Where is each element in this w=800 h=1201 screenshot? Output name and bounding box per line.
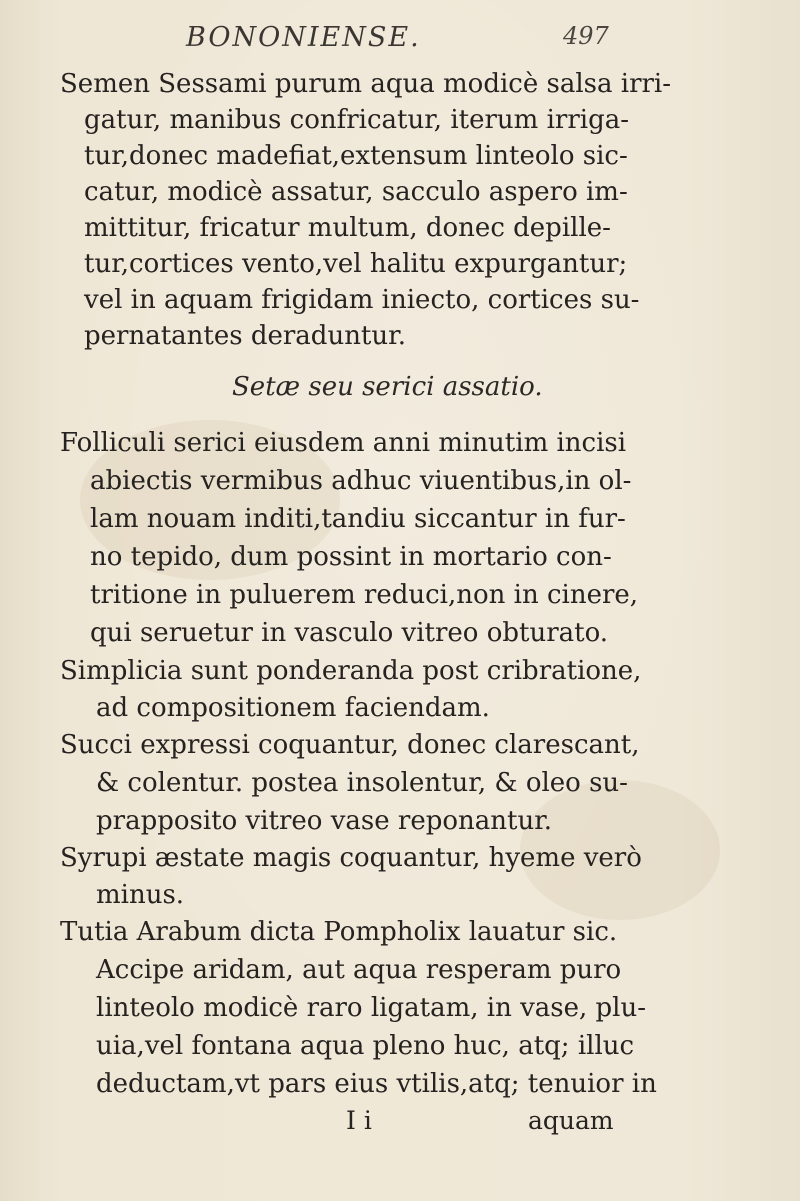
signature-mark: I i — [346, 1106, 372, 1135]
text-line: lam nouam inditi,tandiu siccantur in fur- — [90, 504, 626, 534]
text-line: Semen Sessami purum aqua modicè salsa irri- — [60, 69, 672, 99]
text-line: Accipe aridam, aut aqua resperam puro — [96, 955, 622, 985]
page-header — [0, 18, 800, 58]
text-line: Tutia Arabum dicta Pompholix lauatur sic. — [60, 917, 618, 947]
text-line: minus. — [96, 880, 185, 910]
page-number: 497 — [563, 22, 609, 50]
text-line: Folliculi serici eiusdem anni minutim incisi — [60, 428, 627, 458]
text-line: tur,cortices vento,vel halitu expurgantur; — [84, 249, 628, 279]
text-line: ad compositionem faciendam. — [96, 693, 490, 723]
section-heading: Setæ seu serici assatio. — [232, 372, 543, 402]
text-line: linteolo modicè raro ligatam, in vase, plu- — [96, 993, 647, 1023]
text-line: prapposito vitreo vase reponantur. — [96, 806, 553, 836]
text-line: deductam,vt pars eius vtilis,atq; tenuior in — [96, 1069, 657, 1099]
text-line: Syrupi æstate magis coquantur, hyeme verò — [60, 843, 642, 873]
text-line: tritione in puluerem reduci,non in cinere, — [90, 580, 639, 610]
text-line: & colentur. postea insolentur, & oleo su- — [96, 768, 628, 798]
text-line: Simplicia sunt ponderanda post cribratione, — [60, 656, 642, 686]
catchword: aquam — [528, 1106, 614, 1135]
text-line: uia,vel fontana aqua pleno huc, atq; illuc — [96, 1031, 635, 1061]
text-line: Succi expressi coquantur, donec clarescant, — [60, 730, 640, 760]
text-line: gatur, manibus confricatur, iterum irriga- — [84, 105, 629, 135]
text-line: vel in aquam frigidam iniecto, cortices su- — [84, 285, 640, 315]
text-line: tur,donec madefiat,extensum linteolo sic- — [84, 141, 628, 171]
text-line: mittitur, fricatur multum, donec depille- — [84, 213, 611, 243]
text-line: catur, modicè assatur, sacculo aspero im- — [84, 177, 628, 207]
running-title: BONONIENSE. — [186, 22, 421, 53]
text-line: pernatantes deraduntur. — [84, 321, 406, 351]
text-line: no tepido, dum possint in mortario con- — [90, 542, 612, 572]
text-line: qui seruetur in vasculo vitreo obturato. — [90, 618, 609, 648]
text-line: abiectis vermibus adhuc viuentibus,in ol- — [90, 466, 632, 496]
